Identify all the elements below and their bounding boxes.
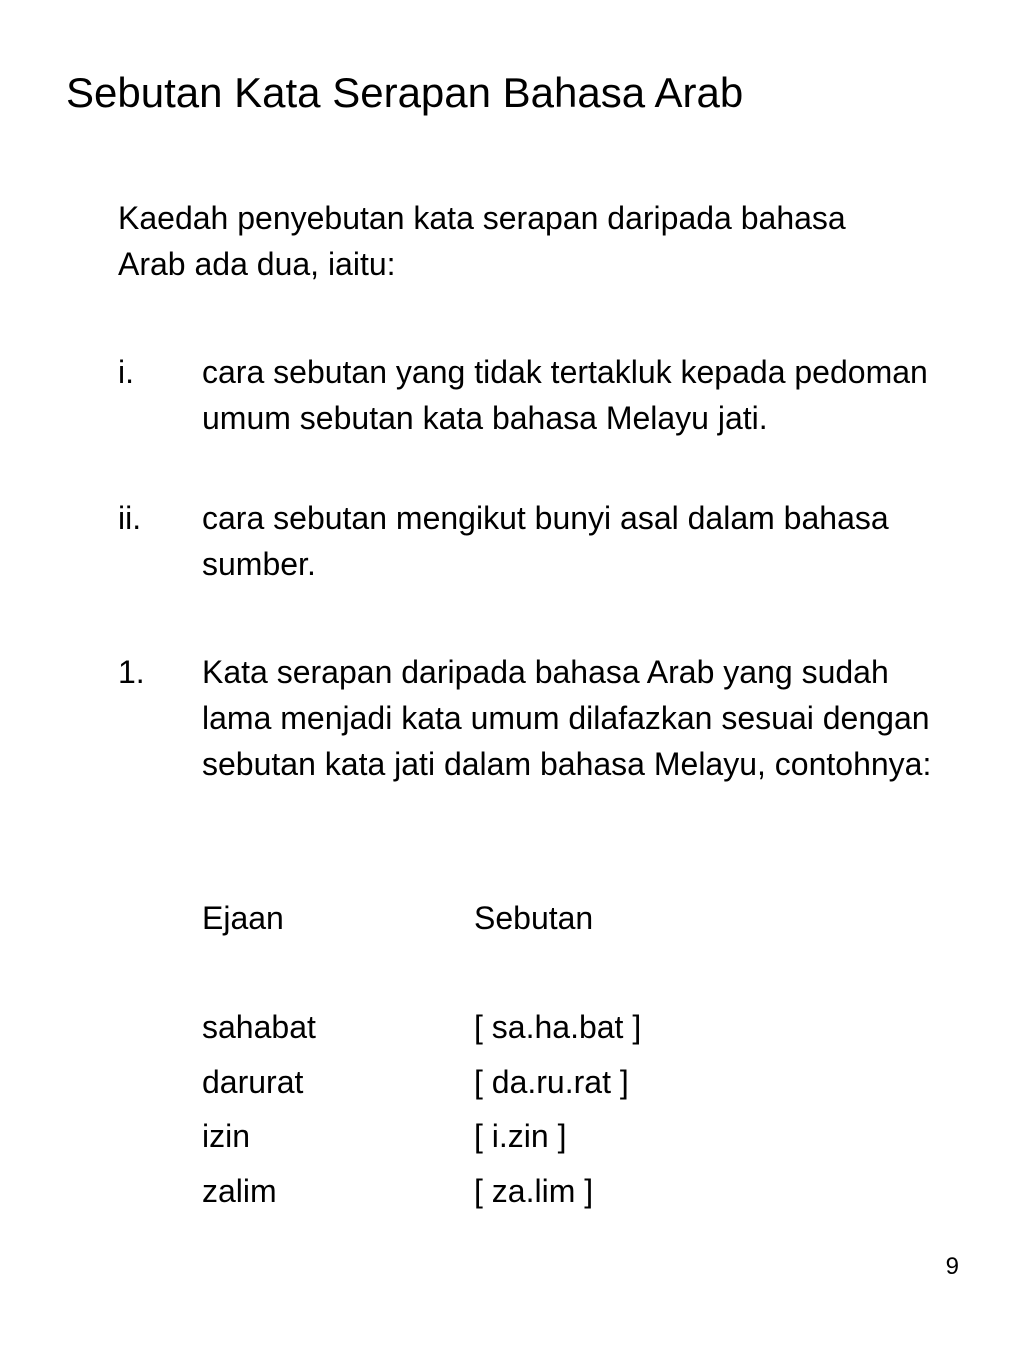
cell-sebutan: [ i.zin ] xyxy=(474,1118,567,1154)
list-item-text: cara sebutan yang tidak tertakluk kepada pedoman umum sebutan kata bahasa Melayu jati. xyxy=(202,354,928,436)
list-marker: ii. xyxy=(118,500,142,536)
cell-sebutan: [ sa.ha.bat ] xyxy=(474,1009,642,1045)
cell-ejaan: zalim xyxy=(202,1173,277,1209)
intro-paragraph: Kaedah penyebutan kata serapan daripada bahasa Arab ada dua, iaitu: xyxy=(118,200,846,282)
cell-sebutan: [ za.lim ] xyxy=(474,1173,594,1209)
cell-ejaan: izin xyxy=(202,1118,251,1154)
cell-ejaan: sahabat xyxy=(202,1009,316,1045)
list-item xyxy=(118,349,958,441)
cell-sebutan: [ da.ru.rat ] xyxy=(474,1064,629,1100)
list-item xyxy=(118,495,958,587)
numbered-point-text: Kata serapan daripada bahasa Arab yang sudah lama menjadi kata umum dilafazkan sesuai dengan sebutan kata jati dalam bahasa Melayu, contohnya: xyxy=(202,654,932,782)
slide-title: Sebutan Kata Serapan Bahasa Arab xyxy=(66,69,744,116)
list-marker: 1. xyxy=(118,654,145,690)
header-ejaan: Ejaan xyxy=(202,900,284,936)
page-number: 9 xyxy=(945,1253,959,1280)
list-item-text: cara sebutan mengikut bunyi asal dalam bahasa sumber. xyxy=(202,500,889,582)
header-sebutan: Sebutan xyxy=(474,900,594,936)
list-marker: i. xyxy=(118,354,134,390)
cell-ejaan: darurat xyxy=(202,1064,304,1100)
numbered-point xyxy=(118,649,958,787)
